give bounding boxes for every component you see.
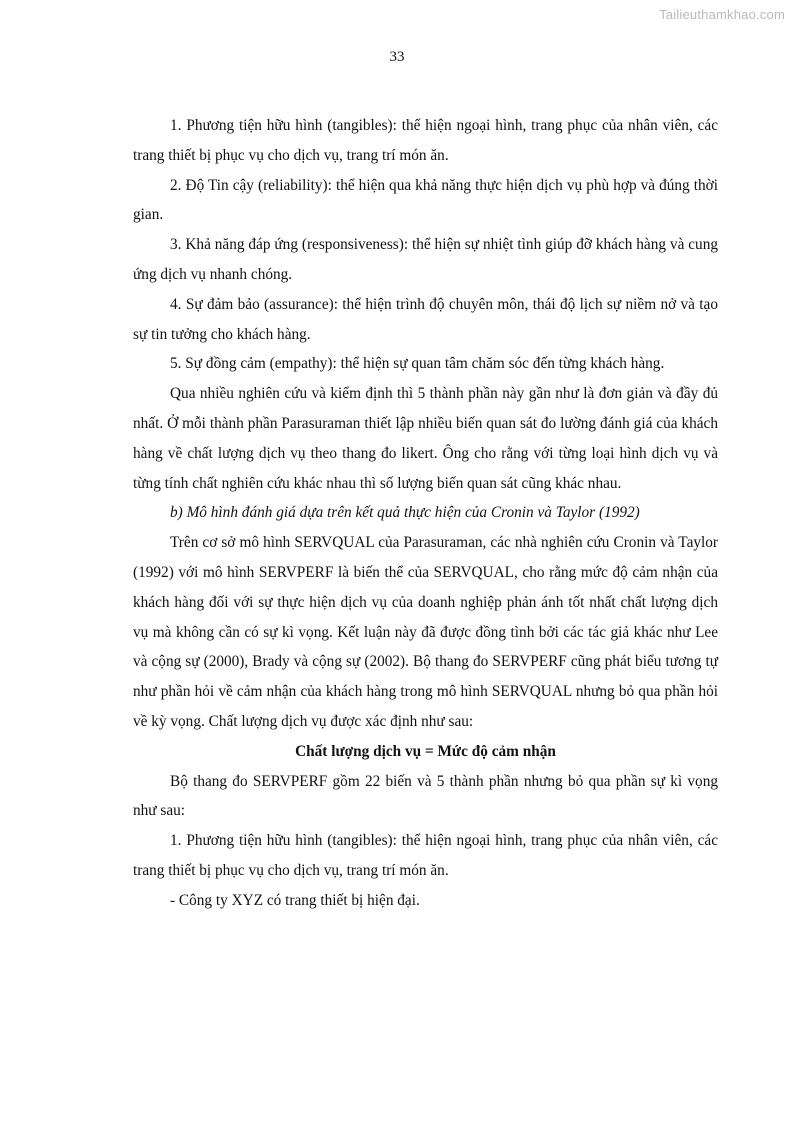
paragraph-summary: Qua nhiều nghiên cứu và kiểm định thì 5 thành phần này gần như là đơn giản và đầy đủ nhất. Ở mỗi thành phần Parasuraman thiết lập nhiều biến quan sát đo lường đánh giá của khách hàng về chất lượng dịch vụ theo thang đo likert. Ông cho rằng với từng loại hình dịch vụ và từng tính chất nghiên cứu khác nhau thì số lượng biến quan sát cũng khác nhau. [133,385,718,492]
formula-service-quality: Chất lượng dịch vụ = Mức độ cảm nhận [295,742,556,760]
paragraph-tangibles: 1. Phương tiện hữu hình (tangibles): thể hiện ngoại hình, trang phục của nhân viên, các trang thiết bị phục vụ cho dịch vụ, trang trí món ăn. [133,117,718,164]
paragraph-servperf-intro: Trên cơ sở mô hình SERVQUAL của Parasuraman, các nhà nghiên cứu Cronin và Taylor (1992) với mô hình SERVPERF là biến thể của SERVQUAL, cho rằng mức độ cảm nhận của khách hàng đối với sự thực hiện dịch vụ của doanh nghiệp phản ánh tốt nhất chất lượng dịch vụ mà không cần có sự kì vọng. Kết luận này đã được đồng tình bởi các tác giả khác như Lee và cộng sự (2000), Brady và cộng sự (2002). Bộ thang đo SERVPERF cũng phát biểu tương tự như phần hỏi về cảm nhận của khách hàng trong mô hình SERVQUAL nhưng bỏ qua phần hỏi về kỳ vọng. Chất lượng dịch vụ được xác định như sau: [133,534,718,730]
document-body [133,111,718,916]
paragraph-reliability: 2. Độ Tin cậy (reliability): thể hiện qua khả năng thực hiện dịch vụ phù hợp và đúng thời gian. [133,176,718,224]
paragraph-assurance: 4. Sự đảm bảo (assurance): thể hiện trình độ chuyên môn, thái độ lịch sự niềm nở và tạo sự tin tưởng cho khách hàng. [133,295,718,343]
list-item-modern-equipment: - Công ty XYZ có trang thiết bị hiện đại. [170,891,420,909]
paragraph-tangibles-repeat: 1. Phương tiện hữu hình (tangibles): thể hiện ngoại hình, trang phục của nhân viên, các trang thiết bị phục vụ cho dịch vụ, trang trí món ăn. [133,832,718,879]
paragraph-empathy: 5. Sự đồng cảm (empathy): thể hiện sự quan tâm chăm sóc đến từng khách hàng. [170,355,665,373]
page-number: 33 [389,49,405,65]
watermark: Tailieuthamkhao.com [659,7,785,22]
section-heading-servperf: b) Mô hình đánh giá dựa trên kết quả thực hiện của Cronin và Taylor (1992) [170,504,640,522]
paragraph-servperf-scale: Bộ thang đo SERVPERF gồm 22 biến và 5 thành phần nhưng bỏ qua phần sự kì vọng như sau: [133,772,718,820]
paragraph-responsiveness: 3. Khả năng đáp ứng (responsiveness): thể hiện sự nhiệt tình giúp đỡ khách hàng và cung ứng dịch vụ nhanh chóng. [133,236,718,283]
